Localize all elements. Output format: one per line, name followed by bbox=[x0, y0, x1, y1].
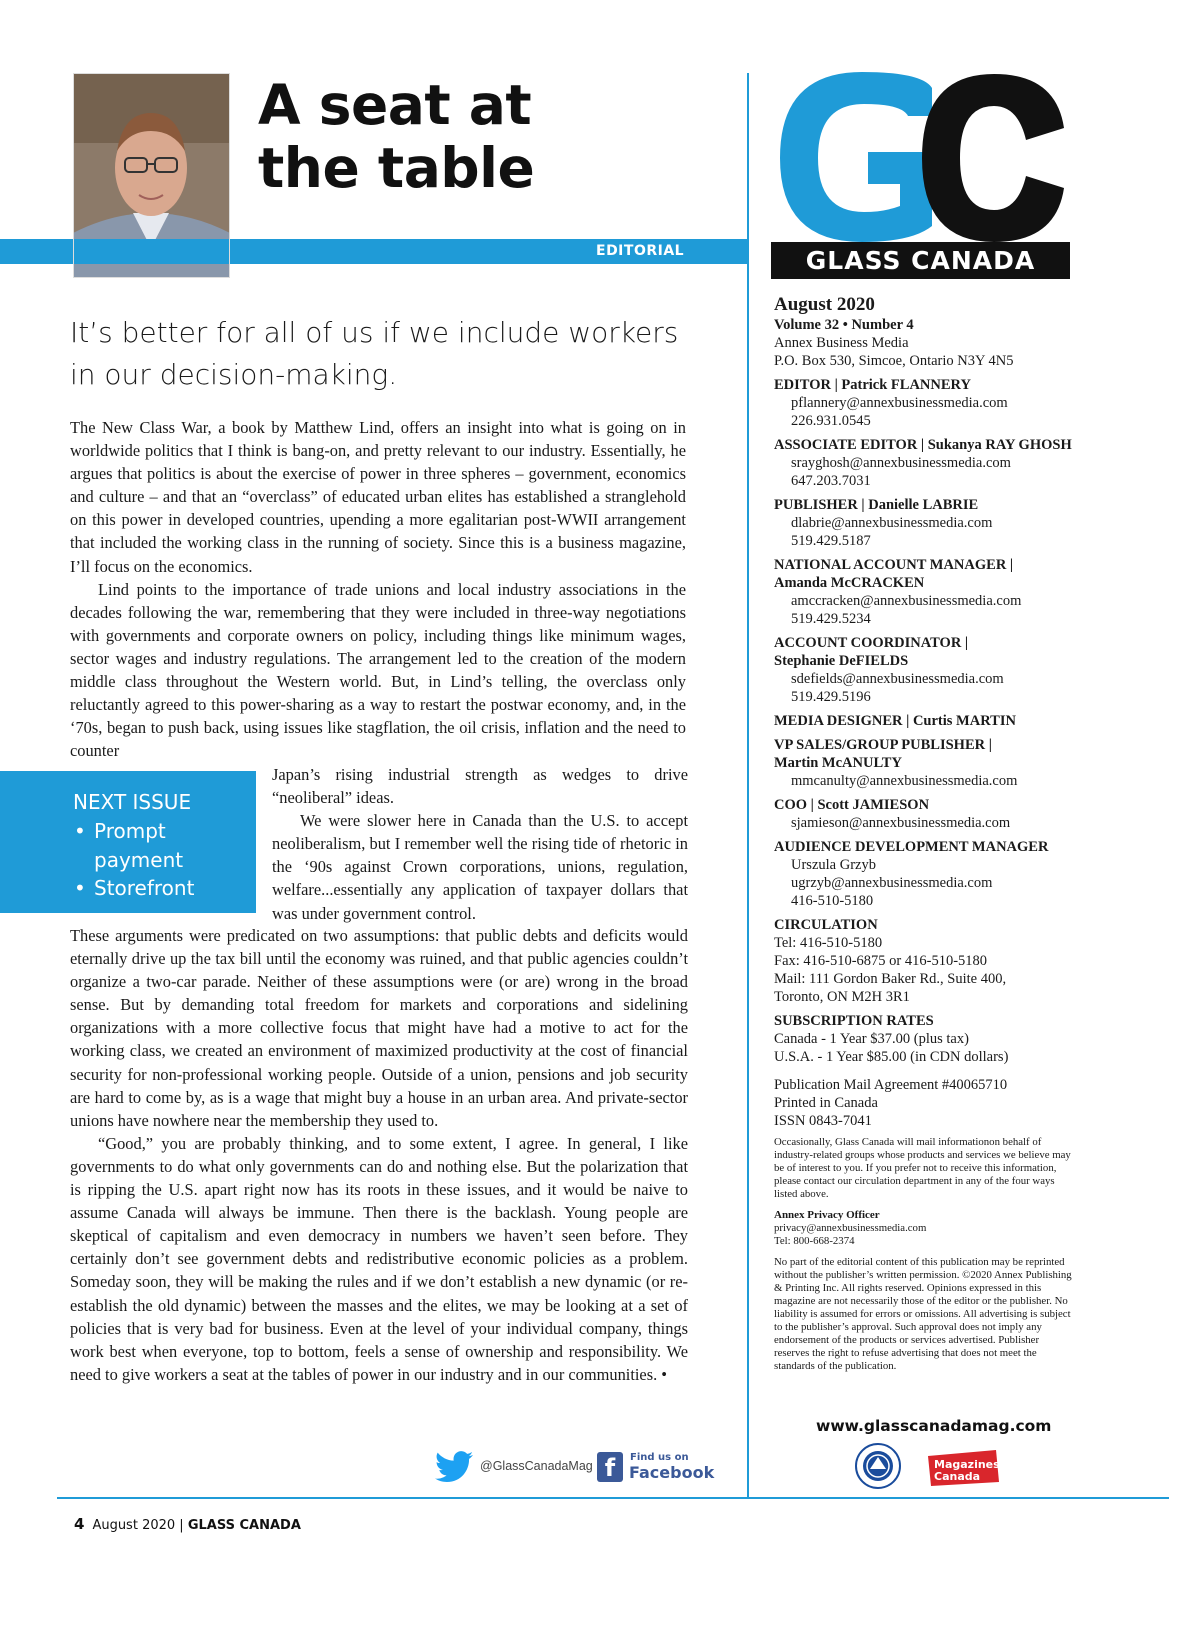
staff-title: VP SALES/GROUP PUBLISHER | Martin McANULTY bbox=[774, 737, 992, 771]
twitter-bird-icon bbox=[435, 1451, 473, 1483]
badge-text-line-2: Canada bbox=[934, 1470, 981, 1483]
staff-title: AUDIENCE DEVELOPMENT MANAGER bbox=[774, 839, 1049, 855]
staff-line[interactable]: sdefields@annexbusinessmedia.com bbox=[791, 671, 1004, 687]
article-paragraph: We were slower here in Canada than the U.S. to accept neoliberalism, but I remember well the rising tide of rhetoric in the ‘90s against Crown corporations, unions, regulation, welfare...essentially any application of taxpayer dollars that was under government control. bbox=[272, 811, 688, 923]
circulation-line: Tel: 416-510-5180 bbox=[774, 935, 883, 951]
staff-line[interactable]: pflannery@annexbusinessmedia.com bbox=[791, 395, 1008, 411]
masthead bbox=[774, 294, 1094, 1373]
footer bbox=[74, 1515, 301, 1533]
gc-logo bbox=[772, 66, 1068, 246]
publisher-company: Annex Business Media bbox=[774, 335, 909, 351]
publisher-address: P.O. Box 530, Simcoe, Ontario N3Y 4N5 bbox=[774, 353, 1014, 369]
staff-line[interactable]: ugrzyb@annexbusinessmedia.com bbox=[791, 875, 993, 891]
staff-line: 519.429.5234 bbox=[791, 611, 871, 627]
publisher-seal-icon bbox=[855, 1443, 901, 1489]
staff-title: PUBLISHER | Danielle LABRIE bbox=[774, 497, 979, 513]
staff-line[interactable]: srayghosh@annexbusinessmedia.com bbox=[791, 455, 1011, 471]
subscription-line: Canada - 1 Year $37.00 (plus tax) bbox=[774, 1031, 969, 1047]
privacy-title: Annex Privacy Officer bbox=[774, 1209, 880, 1221]
privacy-line[interactable]: privacy@annexbusinessmedia.com bbox=[774, 1222, 927, 1234]
article-body-bottom bbox=[70, 924, 688, 1386]
footer-issue: August 2020 | bbox=[92, 1518, 184, 1533]
article-body-wrap bbox=[272, 763, 688, 925]
twitter-icon[interactable] bbox=[435, 1451, 473, 1483]
website-link[interactable]: www.glasscanadamag.com bbox=[816, 1417, 1052, 1435]
staff-line[interactable]: sjamieson@annexbusinessmedia.com bbox=[791, 815, 1011, 831]
seal-badge-icon bbox=[855, 1443, 901, 1489]
staff-title: ASSOCIATE EDITOR | Sukanya RAY GHOSH bbox=[774, 437, 1072, 453]
mailing-notice: Occasionally, Glass Canada will mail informationon behalf of industry-related groups whose products and services we believe may be of interest to you. If you prefer not to receive this information, please contact our circulation department in any of the four ways listed above. bbox=[774, 1136, 1071, 1200]
staff-title: EDITOR | Patrick FLANNERY bbox=[774, 377, 971, 393]
publication-line: Printed in Canada bbox=[774, 1095, 878, 1111]
headline bbox=[258, 74, 738, 200]
footer-magazine: GLASS CANADA bbox=[187, 1518, 301, 1533]
gc-logo-mark bbox=[772, 66, 1068, 246]
staff-line: 226.931.0545 bbox=[791, 413, 871, 429]
staff-line: 647.203.7031 bbox=[791, 473, 871, 489]
privacy-line: Tel: 800-668-2374 bbox=[774, 1235, 855, 1247]
staff-line[interactable]: mmcanulty@annexbusinessmedia.com bbox=[791, 773, 1018, 789]
issue-date: August 2020 bbox=[774, 294, 875, 315]
subscription-title: SUBSCRIPTION RATES bbox=[774, 1013, 934, 1029]
copyright-notice: No part of the editorial content of this publication may be reprinted without the publisher’s written permission. ©2020 Annex Publishing & Printing Inc. All rights reserved. Opinions expressed in this magazine are not necessarily those of the editor or the publisher. No liability is assumed for errors or omissions. All advertising is subject to the publisher’s approval. Such approval does not imply any endorsement of the products or services advertised. Publisher reserves the right to refuse advertising that does not meet the standards of the publication. bbox=[774, 1256, 1072, 1372]
circulation-line: Toronto, ON M2H 3R1 bbox=[774, 989, 910, 1005]
publication-info bbox=[774, 1076, 1094, 1130]
footer-rule bbox=[57, 1497, 1169, 1499]
facebook-link[interactable]: Facebook bbox=[629, 1463, 715, 1482]
staff-title: ACCOUNT COORDINATOR | Stephanie DeFIELDS bbox=[774, 635, 969, 669]
staff-line: Urszula Grzyb bbox=[791, 857, 876, 873]
magazines-canada-logo bbox=[926, 1448, 1001, 1488]
page-number: 4 bbox=[74, 1515, 85, 1533]
badge-text-line-1: Magazines bbox=[934, 1458, 1000, 1471]
article-body-top bbox=[70, 416, 686, 762]
staff-line[interactable]: amccracken@annexbusinessmedia.com bbox=[791, 593, 1022, 609]
next-issue-title: NEXT ISSUE bbox=[73, 790, 192, 814]
article-paragraph: These arguments were predicated on two assumptions: that public debts and deficits would eternally drive up the tax bill until the economy was ruined, and that public agencies couldn’t organize a two-car parade. Neither of these assumptions were (or are) wrong in the broad sense. But by demanding total freedom for markets and corporations and sidelining organizations with a more collective focus that might have had a motive to act for the working class, we created an environment of maximized productivity at the cost of financial security for non-professional working people. Outside of a union, pensions and job security are hard to come by, as is a wage that might buy a house in an urban area. And private-sector unions have nowhere near the membership they used to. bbox=[70, 926, 688, 1130]
next-issue-list bbox=[72, 817, 252, 903]
article-paragraph: Japan’s rising industrial strength as wedges to drive “neoliberal” ideas. bbox=[272, 765, 688, 808]
magazine-name: GLASS CANADA bbox=[805, 246, 1036, 275]
staff-line: 519.429.5187 bbox=[791, 533, 871, 549]
circulation-title: CIRCULATION bbox=[774, 917, 878, 933]
magazines-canada-badge bbox=[926, 1448, 1001, 1488]
facebook-find-label: Find us on bbox=[630, 1452, 689, 1463]
next-issue-item: • Storefront bbox=[72, 874, 252, 903]
subscription-line: U.S.A. - 1 Year $85.00 (in CDN dollars) bbox=[774, 1049, 1009, 1065]
circulation-line: Fax: 416-510-6875 or 416-510-5180 bbox=[774, 953, 988, 969]
photo-frame bbox=[73, 73, 230, 278]
headline-line-1: A seat at bbox=[258, 73, 532, 137]
issue-volume: Volume 32 • Number 4 bbox=[774, 317, 914, 333]
publication-line: ISSN 0843-7041 bbox=[774, 1113, 872, 1129]
article-paragraph: Lind points to the importance of trade unions and local industry associations in the decades following the war, remembering that they were included in three-way negotiations with governments and corporate owners on policy, including things like minimum wages, sector wages and industry regulations. The arrangement led to the creation of the modern middle class throughout the Western world. But, in Lind’s telling, the overclass only reluctantly agreed to this power-sharing as a way to restart the postwar economy, and, in the ‘70s, began to push back, using issues like stagflation, the oil crisis, inflation and the need to counter bbox=[70, 579, 686, 761]
deck-subtitle: It’s better for all of us if we include workers in our decision-making. bbox=[70, 316, 679, 391]
staff-line: 519.429.5196 bbox=[791, 689, 871, 705]
circulation-line: Mail: 111 Gordon Baker Rd., Suite 400, bbox=[774, 971, 1007, 987]
column-divider bbox=[747, 73, 749, 1498]
next-issue-item: • Prompt payment bbox=[72, 817, 252, 874]
staff-title: COO | Scott JAMIESON bbox=[774, 797, 930, 813]
staff-line: 416-510-5180 bbox=[791, 893, 874, 909]
staff-title: NATIONAL ACCOUNT MANAGER | Amanda McCRACKEN bbox=[774, 557, 1014, 591]
publication-line: Publication Mail Agreement #40065710 bbox=[774, 1077, 1008, 1093]
twitter-handle[interactable]: @GlassCanadaMag bbox=[480, 1459, 593, 1473]
headline-line-2: the table bbox=[258, 136, 535, 200]
facebook-icon[interactable]: f bbox=[597, 1452, 623, 1482]
article-paragraph: The New Class War, a book by Matthew Lind, offers an insight into what is going on in worldwide politics that I think is bang-on, and pretty relevant to our industry. Essentially, he argues that politics is about the exercise of power in three spheres – government, economics and culture – and that an “overclass” of educated urban elites has established a stranglehold on this power in developed countries, upending a more egalitarian post-WWII arrangement that included the working class in the running of society. Since this is a business magazine, I’ll focus on the economics. bbox=[70, 418, 686, 576]
article-paragraph: “Good,” you are probably thinking, and to some extent, I agree. In general, I like governments to do what only governments can do and nothing else. But the polarization that is ripping the U.S. apart right now has its roots in these issues, and it would be naive to assume Canada will always be immune. Then there is the backlash. Young people are skeptical of capitalism and even democracy in numbers we haven’t seen before. They certainly don’t see government debts and redistributive economic policies as a problem. Someday soon, they will be making the rules and if we don’t establish a new dynamic (or re-establish the old dynamic) between the masses and the elites, we may be looking at a set of policies that is very bad for business. Even at the level of your individual company, things work best when everyone, top to bottom, feels a sense of ownership and responsibility. We need to give workers a seat at the tables of power in our industry and in our communities. • bbox=[70, 1133, 688, 1384]
staff-title: MEDIA DESIGNER | Curtis MARTIN bbox=[774, 713, 1016, 729]
staff-line[interactable]: dlabrie@annexbusinessmedia.com bbox=[791, 515, 993, 531]
section-label: EDITORIAL bbox=[596, 243, 685, 259]
